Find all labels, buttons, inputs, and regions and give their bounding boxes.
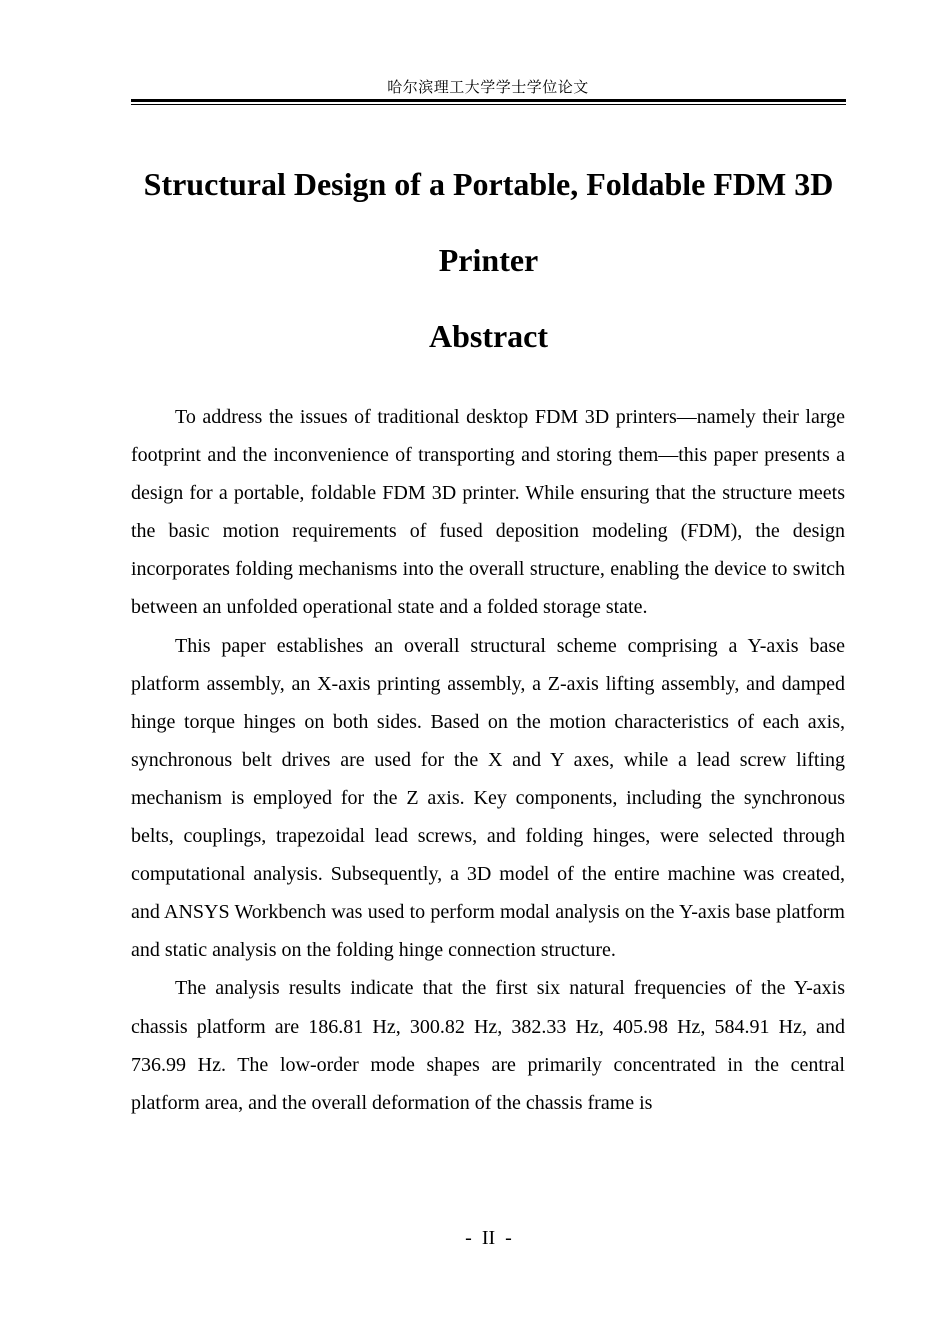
paper-title: Structural Design of a Portable, Foldable FDM 3D Printer [143,166,834,278]
running-header: 哈尔滨理工大学学士学位论文 [387,80,589,96]
abstract-paragraph-1: To address the issues of traditional desktop FDM 3D printers—namely their large footprint and the inconvenience of transporting and storing them—this paper presents a design for a portable, foldable FDM 3D printer. While ensuring that the structure meets the basic motion requirements of fused deposition modeling (FDM), the design incorporates folding mechanisms into the overall structure, enabling the device to switch between an unfolded operational state and a folded storage state. [131,406,845,619]
abstract-body [131,398,845,1122]
header-rule-thin [131,104,846,105]
page-number: - II - [465,1227,512,1249]
abstract-heading: Abstract [428,318,549,354]
header-rule-thick [131,99,846,102]
abstract-paragraph-2: This paper establishes an overall structural scheme comprising a Y-axis base platform assembly, an X-axis printing assembly, a Z-axis lifting assembly, and damped hinge torque hinges on both sides. Based on the motion characteristics of each axis, synchronous belt drives are used for the X and Y axes, while a lead screw lifting mechanism is employed for the Z axis. Key components, including the synchronous belts, couplings, trapezoidal lead screws, and folding hinges, were selected through computational analysis. Subsequently, a 3D model of the entire machine was created, and ANSYS Workbench was used to perform modal analysis on the Y-axis base platform and static analysis on the folding hinge connection structure. [131,634,845,962]
abstract-paragraph-3: The analysis results indicate that the first six natural frequencies of the Y-axis chassis platform are 186.81 Hz, 300.82 Hz, 382.33 Hz, 405.98 Hz, 584.91 Hz, and 736.99 Hz. The low-order mode shapes are primarily concentrated in the central platform area, and the overall deformation of the chassis frame is [131,977,845,1114]
